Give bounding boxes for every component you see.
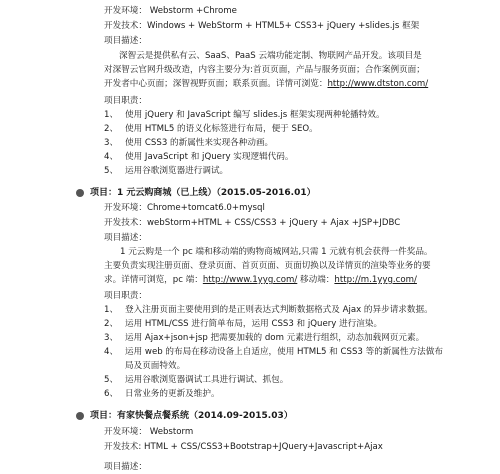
project0-tech: 开发技术：Windows + WebStorm + HTML5+ CSS3+ jQuery +slides.js 框架 xyxy=(104,21,420,31)
project0-desc xyxy=(104,49,430,91)
project0-env: 开发环境： Webstorm +Chrome xyxy=(104,6,237,16)
project1-link-mobile[interactable]: http://m.1yyg.com/ xyxy=(334,275,417,285)
project1-duty-item: 4、 运用 web 的布局在移动设备上自适应，使用 HTML5 和 CSS3 等的新属性方法做布 xyxy=(104,347,443,357)
project1-title: 项目：1 元云购商城（已上线）（2015.05-2016.01） xyxy=(90,188,316,198)
bullet-icon xyxy=(76,189,84,197)
project2-env: 开发环境： Webstorm xyxy=(104,427,194,437)
project2-title: 项目：有家快餐点餐系统（2014.09-2015.03） xyxy=(90,411,293,421)
project0-duty-item: 4、 使用 JavaScript 和 jQuery 实现逻辑代码。 xyxy=(104,152,294,162)
project1-tech: 开发技术：webStorm+HTML + CSS/CSS3 + jQuery + Ajax +JSP+JDBC xyxy=(104,218,401,228)
project1-desc-text: 1 元云购是一个 pc 端和移动端的购物商城网站,只需 1 元就有机会获得一件奖品。主要负责实现注册页面、登录页面、首页页面、页面切换以及详情页的渲染等业务的要求。详情可浏览，pc 端： xyxy=(104,247,433,285)
project2-desc-label: 项目描述： xyxy=(104,462,147,472)
project0-duty-label: 项目职责： xyxy=(104,96,147,106)
project0-link[interactable]: http://www.dtston.com/ xyxy=(327,79,429,89)
project1-duty-item: 5、 运用谷歌浏览器调试工具进行调试、抓包。 xyxy=(104,375,289,385)
project0-duty-item: 1、 使用 jQuery 和 JavaScript 编写 slides.js 框架实现两种轮播特效。 xyxy=(104,110,385,120)
project1-duty-label: 项目职责： xyxy=(104,291,147,301)
project1-duty-item: 3、 运用 Ajax+json+jsp 把需要加载的 dom 元素进行组织，动态加载网页元素。 xyxy=(104,333,425,343)
project1-link-pc[interactable]: http://www.1yyg.com/ xyxy=(202,275,298,285)
project1-desc-label: 项目描述： xyxy=(104,233,147,243)
project1-duty-item: 2、 运用 HTML/CSS 进行简单布局，运用 CSS3 和 jQuery 进行渲染。 xyxy=(104,319,383,329)
project0-duty-item: 5、 运用谷歌浏览器进行调试。 xyxy=(104,166,229,176)
project1-desc-mid: 移动端： xyxy=(297,275,335,285)
project1-desc xyxy=(104,245,440,287)
project1-duty-item: 1、 登入注册页面主要使用到的是正则表达式判断数据格式及 Ajax 的异步请求数据。 xyxy=(104,305,433,315)
project2-tech: 开发技术: HTML + CSS/CSS3+Bootstrap+JQuery+Javascript+Ajax xyxy=(104,442,383,452)
project0-duty-item: 2、 使用 HTML5 的语义化标签进行布局，便于 SEO。 xyxy=(104,124,318,134)
project0-desc-text: 深智云是提供私有云、SaaS、PaaS 云端功能定制、物联网产品开发。该项目是对深智云官网升级改造，内容主要分为:首页页面，产品与服务页面；合作案例页面；开发者中心页面；深智视野页面；联系页面。详情可浏览： xyxy=(104,51,425,89)
project0-duty-item: 3、 使用 CSS3 的新属性来实现各种动画。 xyxy=(104,138,274,148)
project0-desc-label: 项目描述： xyxy=(104,36,147,46)
project1-duty-item: 6、 日常业务的更新及维护。 xyxy=(104,389,220,399)
project1-env: 开发环境：Chrome+tomcat6.0+mysql xyxy=(104,203,265,213)
project1-duty-item-cont: 局及页面特效。 xyxy=(125,361,186,371)
bullet-icon xyxy=(76,412,84,420)
